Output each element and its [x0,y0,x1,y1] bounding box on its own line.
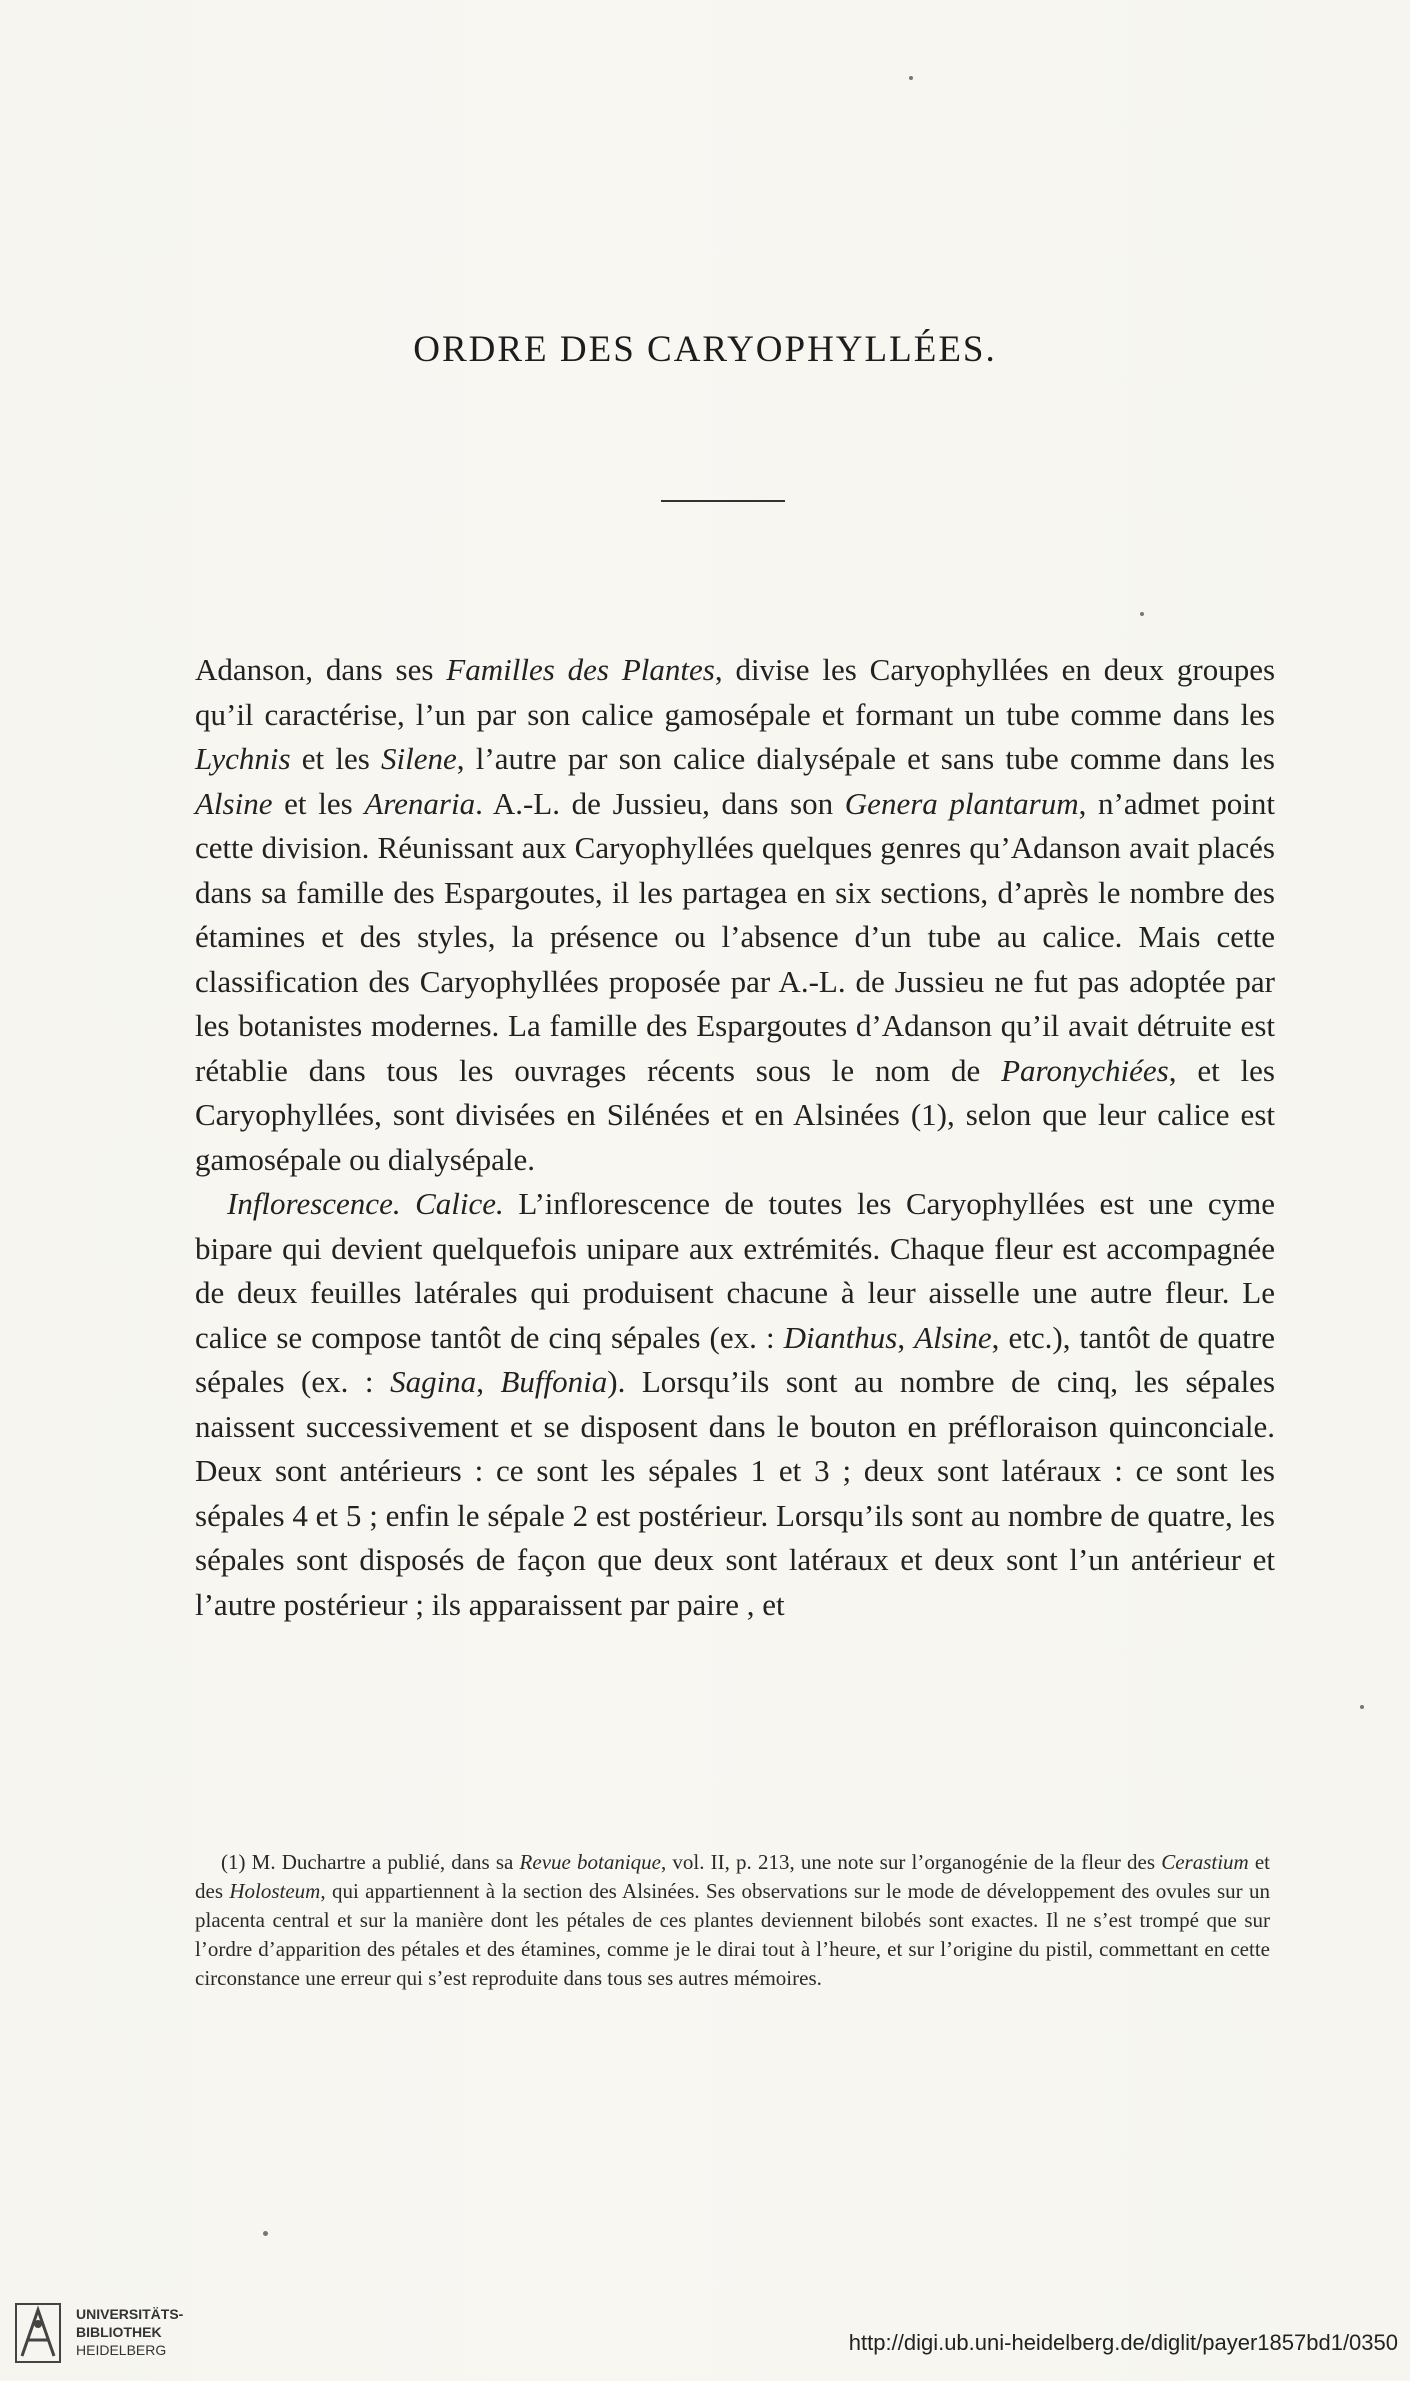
italic-term: Cerastium [1161,1850,1249,1874]
paragraph-2: Inflorescence. Calice. L’inflorescence de toutes les Caryophyllées est une cyme bipare qui devient quelquefois unipare aux extrémités. Chaque fleur est accompagnée de deux feuilles latérales qui produisent chacune à leur aisselle une autre fleur. Le calice se compose tantôt de cinq sépales (ex. : Dianthus, Alsine, etc.), tantôt de quatre sépales (ex. : Sagina, Buffonia). Lorsqu’ils sont au nombre de cinq, les sépales naissent successivement et se disposent dans le bouton en préfloraison quinconciale. Deux sont antérieurs : ce sont les sépales 1 et 3 ; deux sont latéraux : ce sont les sépales 4 et 5 ; enfin le sépale 2 est postérieur. Lorsqu’ils sont au nombre de quatre, les sépales sont disposés de façon que deux sont latéraux et deux sont l’un antérieur et l’autre postérieur ; ils apparaissent par paire , et [195,1186,1276,1622]
library-logo-icon [14,2300,64,2366]
title-rule [661,500,785,502]
library-line-1: UNIVERSITÄTS- [76,2306,184,2322]
italic-term: Holosteum [229,1879,321,1903]
italic-term: Familles des Plantes [446,652,715,687]
library-line-3: HEIDELBERG [76,2342,167,2358]
paper-speck [1360,1705,1364,1709]
paper-speck [909,76,913,80]
italic-term: Lychnis [195,741,291,776]
italic-term: Genera plantarum [844,785,1079,821]
paper-speck [263,2231,268,2236]
footnote-text: (1) M. Duchartre a publié, dans sa Revue botanique, vol. II, p. 213, une note sur l’organogénie de la fleur des Cerastium et des Holosteum, qui appartiennent à la section des Alsinées. Ses observations sur le mode de développement des ovules sur un placenta central et sur la manière dont les pétales de ces plantes deviennent bilobés sont exactes. Il ne s’est trompé que sur l’ordre d’apparition des pétales et des étamines, comme je le dirai tout à l’heure, et sur l’origine du pistil, commettant en cette circonstance une erreur qui s’est reproduite dans tous ses autres mémoires. [195,1850,1271,1990]
italic-term: Sagina [390,1364,477,1399]
source-url[interactable]: http://digi.ub.uni-heidelberg.de/diglit/payer1857bd1/0350 [848,2330,1398,2355]
bleed-through-text [180,140,1280,178]
footnote [195,1848,1270,1993]
library-name [76,2305,183,2359]
italic-term: Arenaria [364,785,476,821]
italic-term: Inflorescence. Calice. [227,1186,504,1221]
italic-term: Buffonia [500,1364,608,1399]
italic-term: Alsine [914,1319,992,1355]
italic-term: Revue botanique [519,1850,661,1874]
library-line-2: BIBLIOTHEK [76,2324,162,2340]
italic-term: Silene [381,741,457,776]
italic-term: Dianthus [783,1319,898,1355]
italic-term: Alsine [195,785,273,821]
italic-term: Paronychiées [1001,1052,1169,1088]
paper-speck [1140,612,1144,616]
page-title: ORDRE DES CARYOPHYLLÉES. [413,329,997,370]
paragraph-1: Adanson, dans ses Familles des Plantes, divise les Caryophyllées en deux groupes qu’il caractérise, l’un par son calice gamosépale et formant un tube comme dans les Lychnis et les Silene, l’autre par son calice dialysépale et sans tube comme dans les Alsine et les Arenaria. A.-L. de Jussieu, dans son Genera plantarum, n’admet point cette division. Réunissant aux Caryophyllées quelques genres qu’Adanson avait placés dans sa famille des Espargoutes, il les partagea en six sections, d’après le nombre des étamines et des styles, la présence ou l’absence d’un tube au calice. Mais cette classification des Caryophyllées proposée par A.-L. de Jussieu ne fut pas adoptée par les botanistes modernes. La famille des Espargoutes d’Adanson qu’il avait détruite est rétablie dans tous les ouvrages récents sous le nom de Paronychiées, et les Caryophyllées, sont divisées en Silénées et en Alsinées (1), selon que leur calice est gamosépale ou dialysépale. [195,652,1276,1177]
body-text [195,648,1275,1627]
